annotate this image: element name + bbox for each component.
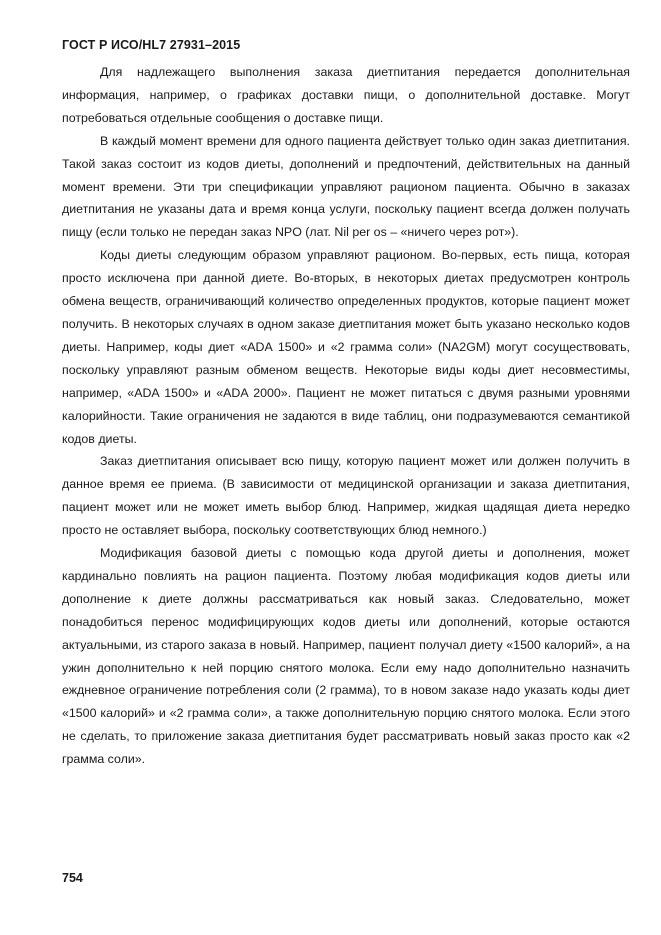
paragraph: Коды диеты следующим образом управляют рационом. Во-первых, есть пища, которая просто исключена при данной диете. Во-вторых, в некоторых диетах предусмотрен контроль обмена веществ, ограничивающий количество определенных продуктов, которые пациент может получить. В некоторых случаях в одном заказе диетпитания может быть указано несколько кодов диеты. Например, коды диет «ADA 1500» и «2 грамма соли» (NA2GM) могут сосуществовать, поскольку управляют разным обменом веществ. Некоторые виды коды диет несовместимы, например, «ADA 1500» и «ADA 2000». Пациент не может питаться с двумя разными уровнями калорийности. Такие ограничения не задаются в виде таблиц, они подразумеваются семантикой кодов диеты. [62,248,630,446]
paragraph: Модификация базовой диеты с помощью кода другой диеты и дополнения, может кардинально повлиять на рацион пациента. Поэтому любая модификация кодов диеты или дополнение к диете должны рассматриваться как новый заказ. Следовательно, может понадобиться перенос модифицирующих кодов диеты или дополнений, которые остаются актуальными, из старого заказа в новый. Например, пациент получал диету «1500 калорий», а на ужин дополнительно к ней порцию снятого молока. Если ему надо дополнительно назначить еждневное ограничение потребления соли (2 грамма), то в новом заказе надо указать коды диет «1500 калорий» и «2 грамма соли», а также дополнительную порцию снятого молока. Если этого не сделать, то приложение заказа диетпитания будет рассматривать новый заказ просто как «2 грамма соли». [62,546,630,767]
paragraph: В каждый момент времени для одного пациента действует только один заказ диетпитания. Такой заказ состоит из кодов диеты, дополнений и предпочтений, действительных на данный момент времени. Эти три спецификации управляют рационом пациента. Обычно в заказах диетпитания не указаны дата и время конца услуги, поскольку пациент всегда должен получать пищу (если только не передан заказ NPO (лат. Nil per os – «ничего через рот»). [62,133,630,240]
document-body [62,61,630,771]
page-number: 754 [62,871,83,885]
paragraph: Для надлежащего выполнения заказа диетпитания передается дополнительная информация, например, о графиках доставки пищи, о дополнительной доставке. Могут потребоваться отдельные сообщения о доставке пищи. [62,65,630,125]
paragraph: Заказ диетпитания описывает всю пищу, которую пациент может или должен получить в данное время ее приема. (В зависимости от медицинской организации и заказа диетпитания, пациент может или не может иметь выбор блюд. Например, жидкая щадящая диета нередко просто не оставляет выбора, поскольку соответствующих блюд немного.) [62,454,630,538]
document-header: ГОСТ Р ИСО/HL7 27931–2015 [62,38,241,52]
